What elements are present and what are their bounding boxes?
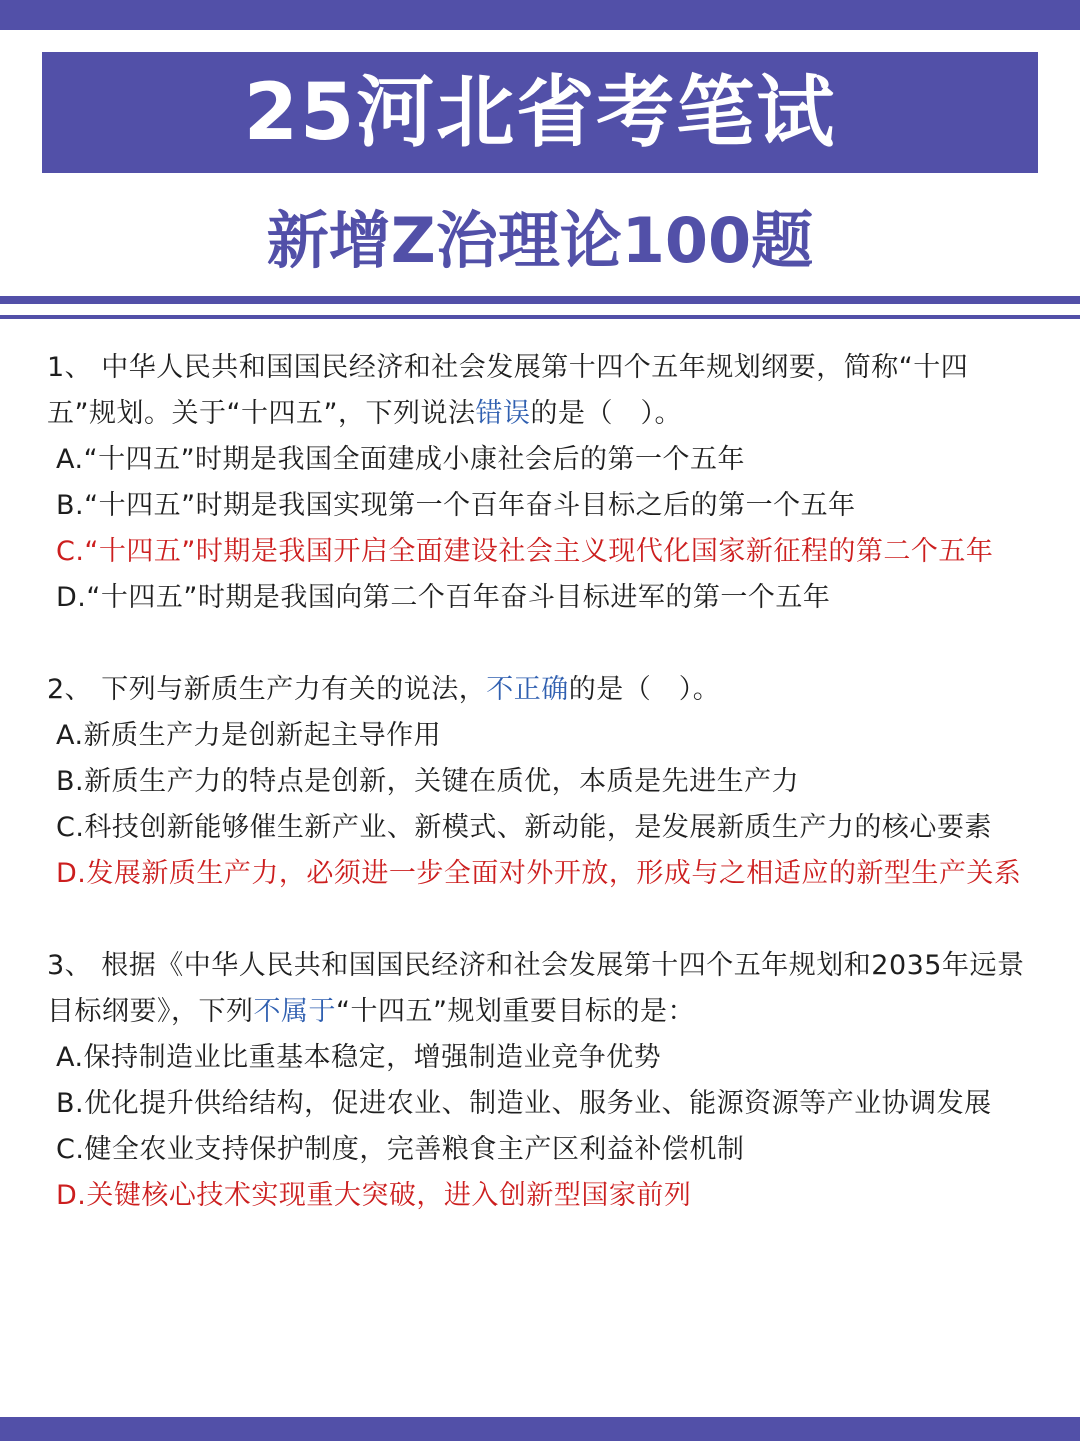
question-keyword: 不属于 bbox=[253, 996, 336, 1027]
option-a: A.“十四五”时期是我国全面建成小康社会后的第一个五年 bbox=[56, 444, 746, 475]
question-list bbox=[47, 345, 1037, 1265]
title-banner bbox=[42, 52, 1038, 173]
question-stem: 2、 下列与新质生产力有关的说法，不正确的是（ ）。 bbox=[47, 674, 721, 705]
option-c-answer: C.“十四五”时期是我国开启全面建设社会主义现代化国家新征程的第二个五年 bbox=[56, 536, 994, 567]
top-decor-bar bbox=[0, 0, 1080, 30]
divider-thin bbox=[0, 315, 1080, 319]
question-stem: 1、 中华人民共和国国民经济和社会发展第十四个五年规划纲要，简称“十四五”规划。关于“十四五”，下列说法错误的是（ ）。 bbox=[47, 352, 969, 429]
option-b: B.新质生产力的特点是创新，关键在质优，本质是先进生产力 bbox=[56, 766, 800, 797]
divider-thick bbox=[0, 296, 1080, 304]
question-1 bbox=[47, 345, 1037, 621]
option-c: C.健全农业支持保护制度，完善粮食主产区利益补偿机制 bbox=[56, 1134, 745, 1165]
question-keyword: 错误 bbox=[475, 398, 531, 429]
page-title: 25河北省考笔试 bbox=[243, 67, 837, 158]
option-c: C.科技创新能够催生新产业、新模式、新动能，是发展新质生产力的核心要素 bbox=[56, 812, 992, 843]
option-d-answer: D.发展新质生产力，必须进一步全面对外开放，形成与之相适应的新型生产关系 bbox=[56, 858, 1022, 889]
bottom-decor-bar bbox=[0, 1417, 1080, 1441]
question-keyword: 不正确 bbox=[486, 674, 569, 705]
option-a: A.保持制造业比重基本稳定，增强制造业竞争优势 bbox=[56, 1042, 662, 1073]
option-d: D.“十四五”时期是我国向第二个百年奋斗目标进军的第一个五年 bbox=[56, 582, 831, 613]
page-subtitle: 新增Z治理论100题 bbox=[266, 204, 814, 277]
option-d-answer: D.关键核心技术实现重大突破，进入创新型国家前列 bbox=[56, 1180, 692, 1211]
question-3 bbox=[47, 943, 1037, 1219]
question-2 bbox=[47, 667, 1037, 897]
option-b: B.“十四五”时期是我国实现第一个百年奋斗目标之后的第一个五年 bbox=[56, 490, 856, 521]
question-stem: 3、 根据《中华人民共和国国民经济和社会发展第十四个五年规划和2035年远景目标纲要》，下列不属于“十四五”规划重要目标的是： bbox=[47, 950, 1025, 1027]
option-a: A.新质生产力是创新起主导作用 bbox=[56, 720, 442, 751]
option-b: B.优化提升供给结构，促进农业、制造业、服务业、能源资源等产业协调发展 bbox=[56, 1088, 992, 1119]
